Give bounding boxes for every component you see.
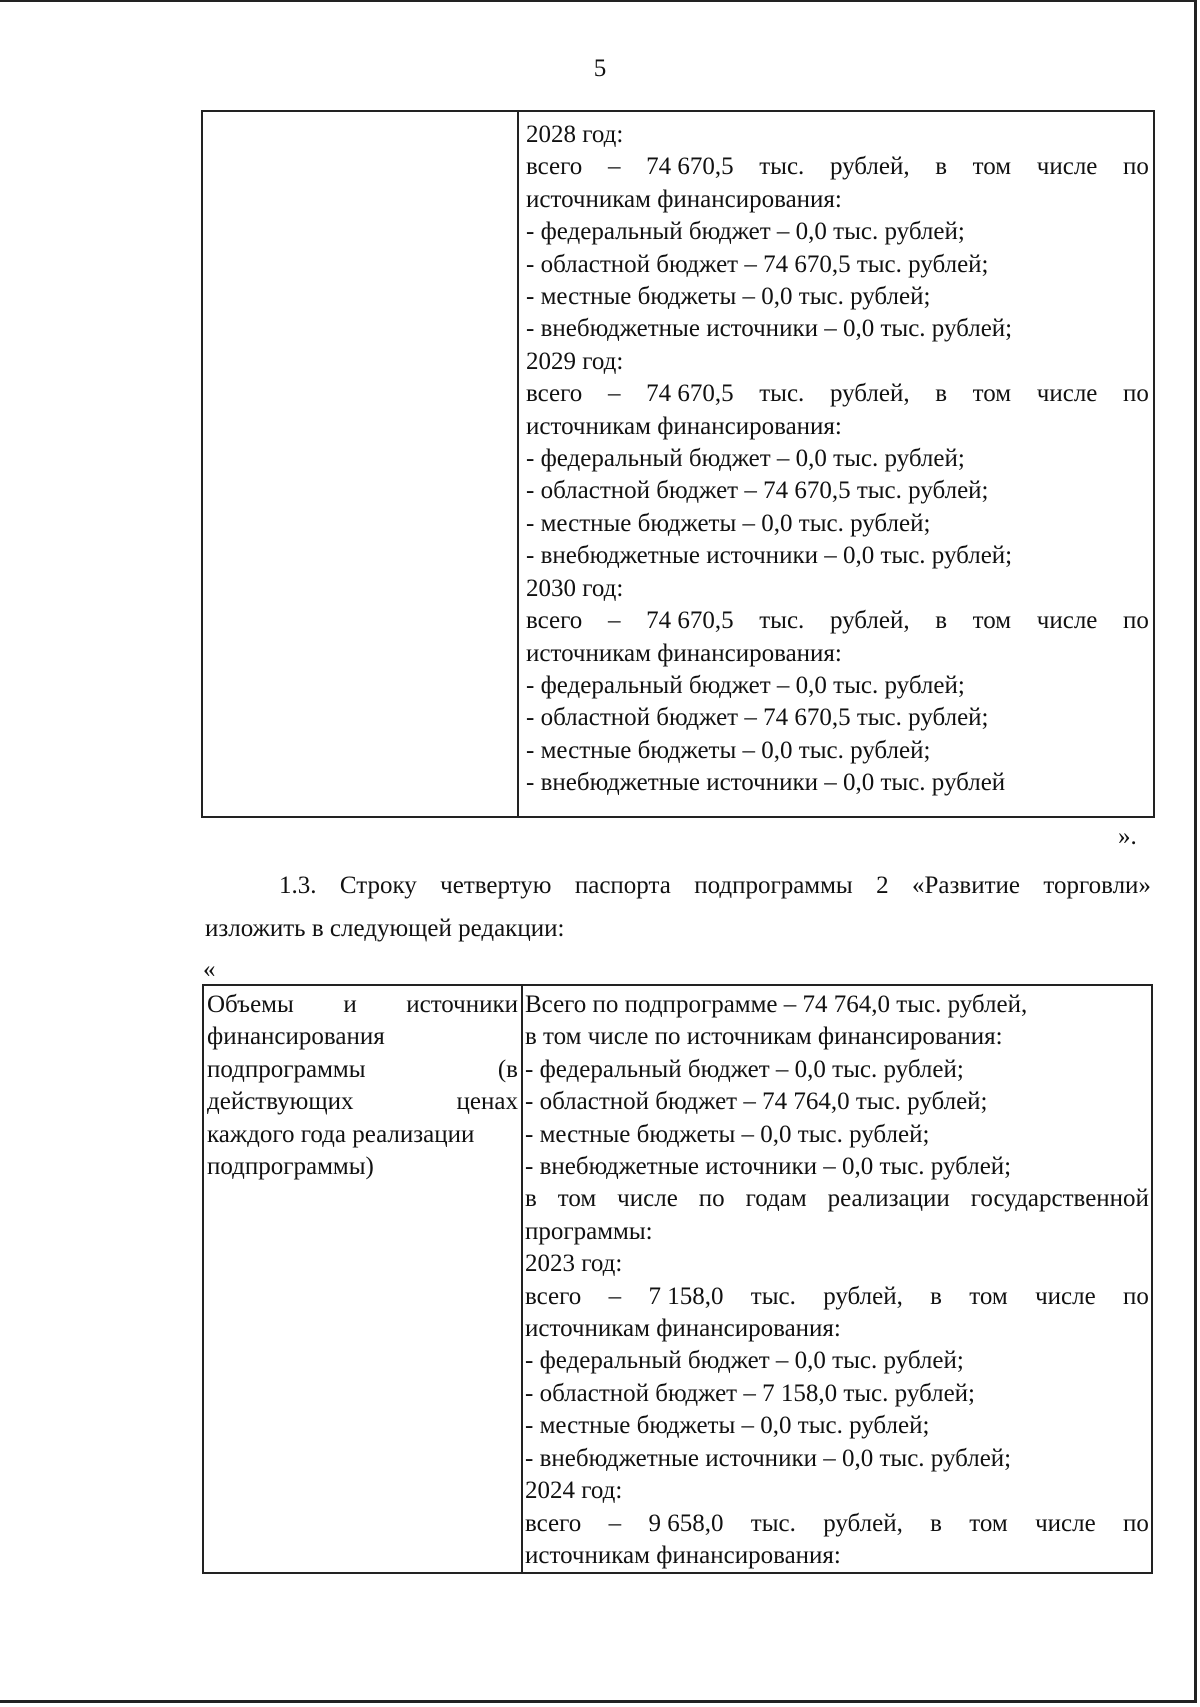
label-cell <box>203 985 522 1573</box>
word: по <box>698 1185 725 1213</box>
word: по <box>1123 153 1149 181</box>
local-budget-line: - местные бюджеты – 0,0 тыс. рублей; <box>526 283 931 311</box>
regional-budget-line: - областной бюджет – 74 670,5 тыс. рублей; <box>526 477 989 505</box>
total-line <box>525 1281 1149 1313</box>
extrabudgetary-line: - внебюджетные источники – 0,0 тыс. рублей; <box>526 315 1013 343</box>
word: по <box>1123 1282 1149 1310</box>
word: торговли» <box>1043 872 1151 899</box>
label-line <box>207 989 518 1021</box>
year-heading: 2029 год: <box>526 347 624 375</box>
word: числе <box>1035 1509 1096 1537</box>
total-line <box>526 605 1149 637</box>
extrabudgetary-line: - внебюджетные источники – 0,0 тыс. рублей <box>526 769 1006 797</box>
word: числе <box>617 1185 678 1213</box>
word: в <box>525 1185 537 1213</box>
year-heading: 2028 год: <box>526 121 624 148</box>
total-line-cont: источникам финансирования: <box>526 185 842 213</box>
local-budget-line: - местные бюджеты – 0,0 тыс. рублей; <box>525 1412 930 1440</box>
word: числе <box>1036 153 1098 181</box>
word: в <box>935 153 948 181</box>
year-heading: 2024 год: <box>525 1477 623 1505</box>
word: по <box>1123 1509 1149 1537</box>
regional-budget-line: - областной бюджет – 74 764,0 тыс. рублей; <box>525 1088 988 1116</box>
word: – <box>607 380 621 408</box>
opening-quote: « <box>203 956 216 983</box>
federal-budget-line: - федеральный бюджет – 0,0 тыс. рублей; <box>526 671 965 699</box>
word: рублей, <box>829 607 910 635</box>
federal-budget-line: - федеральный бюджет – 0,0 тыс. рублей; <box>526 445 965 473</box>
federal-budget-line: - федеральный бюджет – 0,0 тыс. рублей; <box>526 218 965 246</box>
word: ценах <box>456 1088 518 1116</box>
word: числе <box>1036 607 1098 635</box>
label-line <box>207 1086 518 1118</box>
table-row <box>203 985 1152 1573</box>
word: 1.3. <box>279 872 317 899</box>
word: в <box>930 1509 942 1537</box>
regional-budget-line: - областной бюджет – 74 670,5 тыс. рублей; <box>526 250 989 278</box>
year-heading: 2023 год: <box>525 1250 623 1278</box>
summary-line: в том числе по источникам финансирования: <box>525 1023 1003 1051</box>
funding-values-cell <box>522 985 1152 1573</box>
label-line: каждого года реализации <box>207 1120 475 1148</box>
word: том <box>557 1185 597 1213</box>
label-line: подпрограммы) <box>207 1153 374 1181</box>
word: рублей, <box>823 1509 903 1537</box>
word: «Развитие <box>912 872 1020 899</box>
table-row <box>202 111 1154 817</box>
word: реализации <box>827 1185 950 1213</box>
word: в <box>935 380 948 408</box>
word: рублей, <box>829 380 910 408</box>
regional-budget-line: - областной бюджет – 7 158,0 тыс. рублей; <box>525 1379 975 1407</box>
word: 74 670,5 <box>646 380 734 408</box>
local-budget-line: - местные бюджеты – 0,0 тыс. рублей; <box>526 509 931 537</box>
label-line: финансирования <box>207 1023 385 1051</box>
word: 9 658,0 <box>648 1509 724 1537</box>
word: всего <box>525 1509 582 1537</box>
word: всего <box>525 1282 582 1310</box>
word: 74 670,5 <box>646 607 734 635</box>
funding-values-cell <box>518 111 1154 817</box>
word: – <box>607 153 621 181</box>
word: – <box>608 1282 622 1310</box>
year-heading: 2030 год: <box>526 574 624 602</box>
word: тыс. <box>750 1282 796 1310</box>
word: рублей, <box>823 1282 903 1310</box>
word: всего <box>526 153 583 181</box>
local-budget-line: - местные бюджеты – 0,0 тыс. рублей; <box>525 1120 930 1148</box>
word: Объемы <box>207 991 294 1018</box>
total-line <box>525 1508 1149 1540</box>
word: 2 <box>876 872 889 899</box>
federal-budget-line: - федеральный бюджет – 0,0 тыс. рублей; <box>525 1055 964 1083</box>
word: и <box>343 991 357 1018</box>
word: в <box>930 1282 942 1310</box>
total-line <box>526 151 1149 183</box>
total-line-cont: источникам финансирования: <box>526 412 842 440</box>
word: действующих <box>207 1088 354 1116</box>
word: годам <box>745 1185 807 1213</box>
word: паспорта <box>574 872 671 899</box>
paragraph-line: изложить в следующей редакции: <box>205 915 565 942</box>
funding-table-continued <box>201 110 1155 818</box>
word: 7 158,0 <box>648 1282 724 1310</box>
word: всего <box>526 380 583 408</box>
total-line-cont: источникам финансирования: <box>525 1315 841 1343</box>
word: том <box>972 607 1012 635</box>
word: тыс. <box>750 1509 796 1537</box>
closing-quote: ». <box>1118 823 1137 850</box>
extrabudgetary-line: - внебюджетные источники – 0,0 тыс. рублей; <box>525 1444 1012 1472</box>
total-line <box>526 378 1149 410</box>
label-line <box>207 1054 518 1086</box>
word: том <box>972 380 1012 408</box>
local-budget-line: - местные бюджеты – 0,0 тыс. рублей; <box>526 736 931 764</box>
word: подпрограммы <box>694 872 853 899</box>
extrabudgetary-line: - внебюджетные источники – 0,0 тыс. рублей; <box>526 542 1013 570</box>
word: по <box>1123 607 1149 635</box>
regional-budget-line: - областной бюджет – 74 670,5 тыс. рублей; <box>526 704 989 732</box>
word: числе <box>1036 380 1098 408</box>
word: в <box>935 607 948 635</box>
word: том <box>969 1509 1008 1537</box>
summary-line: Всего по подпрограмме – 74 764,0 тыс. рублей, <box>525 991 1028 1018</box>
extrabudgetary-line: - внебюджетные источники – 0,0 тыс. рублей; <box>525 1153 1012 1181</box>
total-line-cont: источникам финансирования: <box>526 639 842 667</box>
by-years-line-cont: программы: <box>525 1217 653 1245</box>
word: четвертую <box>440 872 552 899</box>
word: подпрограммы <box>207 1055 366 1083</box>
paragraph-line <box>205 871 1151 901</box>
word: – <box>608 1509 622 1537</box>
page-number: 5 <box>593 55 607 82</box>
word: по <box>1123 380 1149 408</box>
word: том <box>969 1282 1008 1310</box>
word: источники <box>406 991 518 1018</box>
word: всего <box>526 607 583 635</box>
federal-budget-line: - федеральный бюджет – 0,0 тыс. рублей; <box>525 1347 964 1375</box>
word: рублей, <box>829 153 910 181</box>
by-years-line <box>525 1183 1149 1215</box>
word: тыс. <box>759 380 805 408</box>
word: тыс. <box>759 607 805 635</box>
word: 74 670,5 <box>646 153 734 181</box>
word: – <box>607 607 621 635</box>
subprogram-funding-table <box>202 984 1153 1574</box>
word: числе <box>1035 1282 1096 1310</box>
label-cell-empty <box>202 111 518 817</box>
total-line-cont: источникам финансирования: <box>525 1541 841 1569</box>
word: тыс. <box>759 153 805 181</box>
word: (в <box>497 1055 518 1083</box>
word: государственной <box>970 1185 1149 1213</box>
word: Строку <box>339 872 417 899</box>
word: том <box>972 153 1012 181</box>
